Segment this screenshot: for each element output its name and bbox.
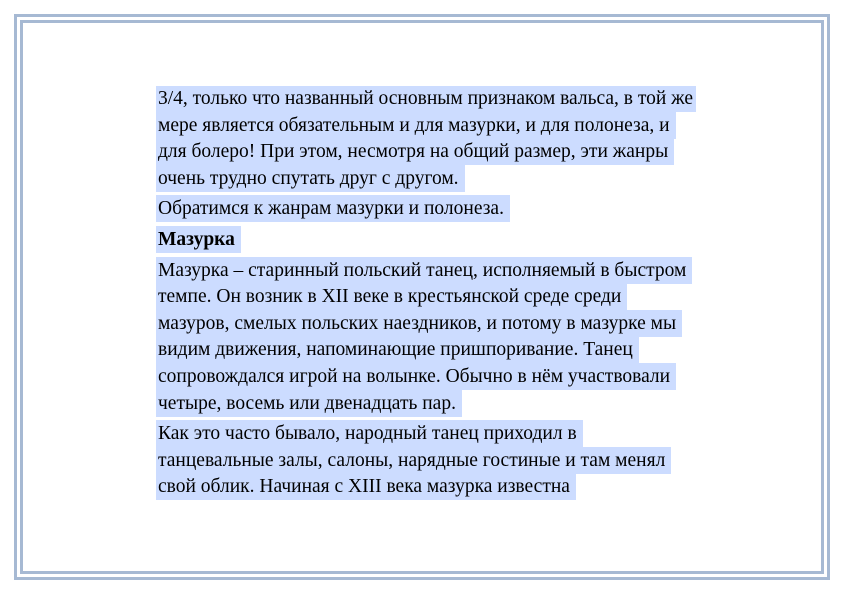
paragraph-transition <box>156 196 696 223</box>
paragraph-mazurka-origin <box>156 258 696 418</box>
paragraph-intro-continued <box>156 86 696 192</box>
paragraph-transition-text: Обратимся к жанрам мазурки и полонеза. <box>156 195 510 222</box>
paragraph-mazurka-salons-text: Как это часто бывало, народный танец приходил в танцевальные залы, салоны, нарядные гостиные и там менял свой облик. Начиная с XIII века мазурка известна <box>156 420 671 500</box>
text-block <box>156 86 696 528</box>
section-heading-mazurka-text: Мазурка <box>156 226 241 253</box>
paragraph-mazurka-origin-text: Мазурка – старинный польский танец, исполняемый в быстром темпе. Он возник в XII веке в крестьянской среде среди мазуров, смелых польских наездников, и потому в мазурке мы видим движения, напоминающие пришпоривание. Танец сопровождался игрой на волынке. Обычно в нём участвовали четыре, восемь или двенадцать пар. <box>156 257 692 417</box>
section-heading-mazurka <box>156 227 696 254</box>
paragraph-intro-continued-text: 3/4, только что названный основным признаком вальса, в той же мере является обязательным и для мазурки, и для полонеза, и для болеро! При этом, несмотря на общий размер, эти жанры очень трудно спутать друг с другом. <box>156 86 696 192</box>
paragraph-mazurka-salons <box>156 421 696 501</box>
